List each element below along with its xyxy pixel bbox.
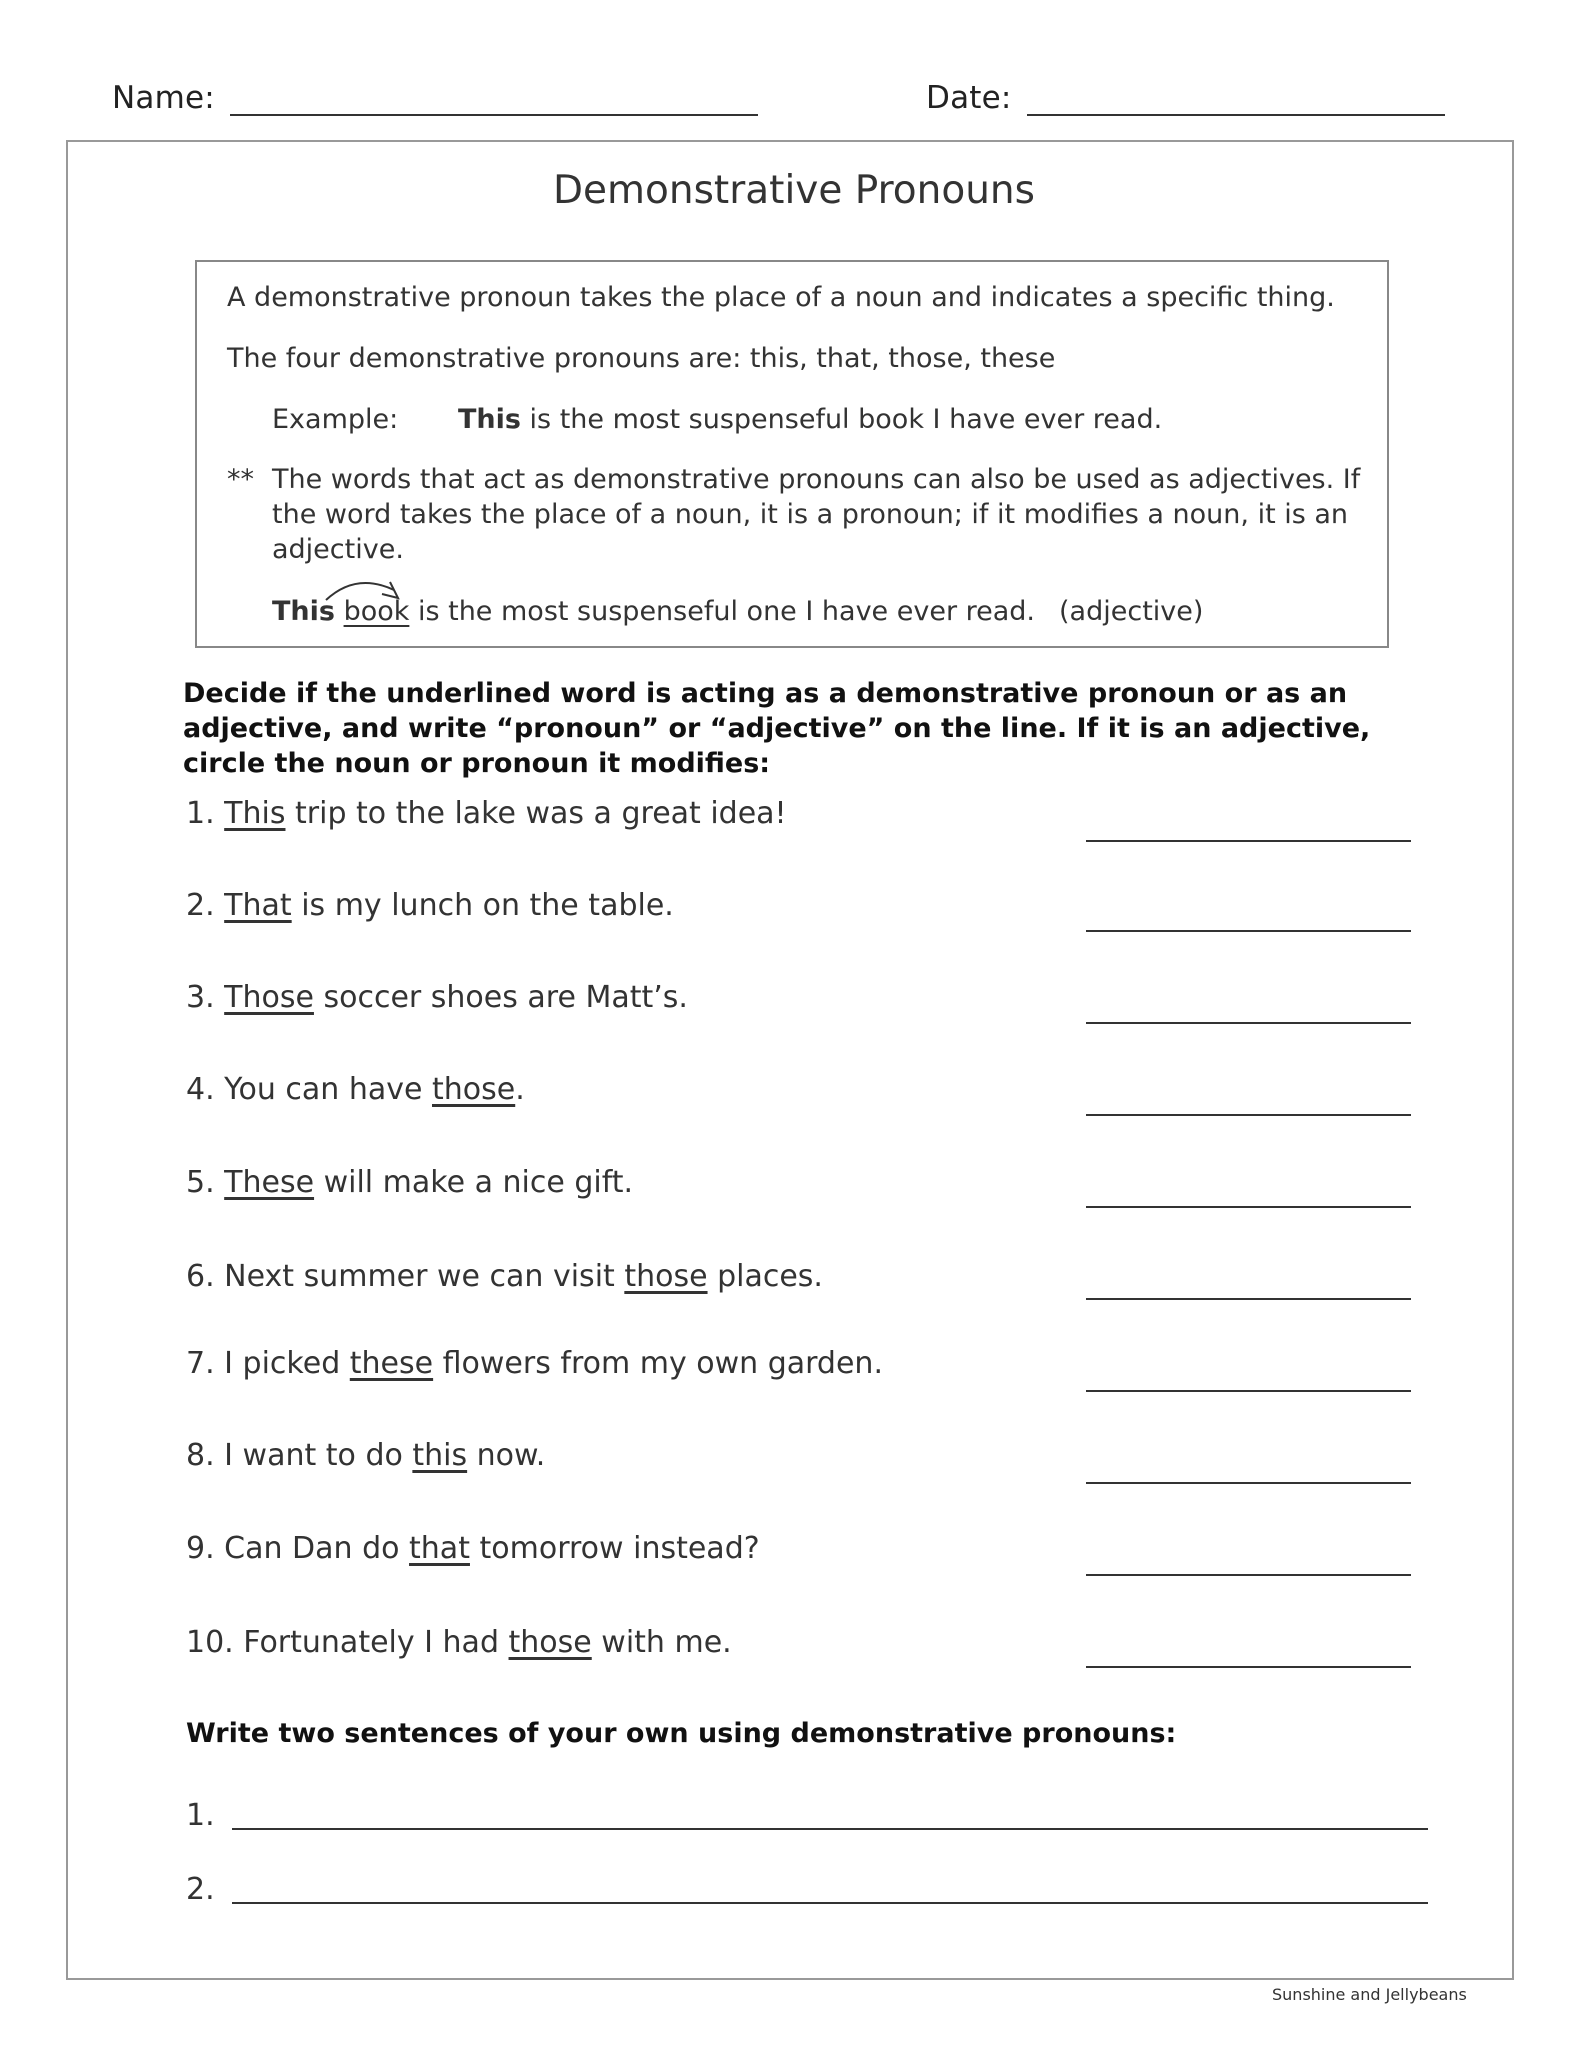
adjective-noun: book [343, 596, 410, 627]
question-4: 4. You can have those. [186, 1072, 525, 1107]
question-5: 5. These will make a nice gift. [186, 1165, 634, 1200]
adjective-tag: (adjective) [1059, 596, 1204, 627]
instructions: Decide if the underlined word is acting as a demonstrative pronoun or as an adjective, and write “pronoun” or “adjective” on the line. If it is an adjective, circle the noun or pronoun it modifies: [183, 678, 1371, 779]
question-9: 9. Can Dan do that tomorrow instead? [186, 1531, 760, 1566]
answer-line-9[interactable] [1086, 1574, 1411, 1576]
question-3: 3. Those soccer shoes are Matt’s. [186, 980, 688, 1015]
answer-line-7[interactable] [1086, 1390, 1411, 1392]
four-pronouns-text: The four demonstrative pronouns are: this, that, those, these [227, 343, 1056, 374]
answer-line-8[interactable] [1086, 1482, 1411, 1484]
answer-line-5[interactable] [1086, 1206, 1411, 1208]
footer-credit: Sunshine and Jellybeans [1272, 1985, 1467, 2004]
adjective-word: This [272, 596, 335, 627]
answer-line-3[interactable] [1086, 1022, 1411, 1024]
name-field[interactable] [230, 114, 758, 116]
answer-line-10[interactable] [1086, 1666, 1411, 1668]
question-2: 2. That is my lunch on the table. [186, 888, 674, 923]
note-marker: ** [227, 464, 254, 495]
adjective-rest: is the most suspenseful one I have ever read. [409, 596, 1036, 627]
underlined-word: this [412, 1438, 468, 1473]
note-text: The words that act as demonstrative pronouns can also be used as adjectives. If the word takes the place of a noun, it is a pronoun; if it modifies a noun, it is an adjective. [272, 464, 1361, 565]
underlined-word: Those [224, 980, 314, 1015]
underlined-word: those [624, 1259, 708, 1294]
example-rest: is the most suspenseful book I have ever read. [520, 404, 1163, 435]
adjective-example [272, 594, 1203, 629]
own-sentence-line-2[interactable] [232, 1902, 1428, 1904]
underlined-word: those [432, 1072, 516, 1107]
page-title: Demonstrative Pronouns [553, 168, 1035, 213]
answer-line-2[interactable] [1086, 930, 1411, 932]
underlined-word: That [224, 888, 292, 923]
date-label: Date: [926, 80, 1012, 116]
own-sentence-number-1: 1. [186, 1798, 215, 1833]
underlined-word: those [508, 1625, 592, 1660]
own-sentences-prompt: Write two sentences of your own using demonstrative pronouns: [186, 1718, 1177, 1749]
question-10: 10. Fortunately I had those with me. [186, 1625, 732, 1660]
question-8: 8. I want to do this now. [186, 1438, 546, 1473]
date-field[interactable] [1027, 114, 1445, 116]
example-sentence [458, 402, 1162, 437]
underlined-word: These [224, 1165, 315, 1200]
question-7: 7. I picked these flowers from my own garden. [186, 1346, 883, 1381]
definition-text: A demonstrative pronoun takes the place of a noun and indicates a specific thing. [227, 282, 1335, 313]
answer-line-4[interactable] [1086, 1114, 1411, 1116]
question-6: 6. Next summer we can visit those places. [186, 1259, 823, 1294]
underlined-word: these [349, 1346, 434, 1381]
example-label: Example: [272, 404, 399, 435]
answer-line-6[interactable] [1086, 1298, 1411, 1300]
answer-line-1[interactable] [1086, 840, 1411, 842]
underlined-word: This [224, 796, 286, 831]
name-label: Name: [112, 80, 215, 116]
own-sentence-line-1[interactable] [232, 1828, 1428, 1830]
example-word: This [458, 404, 521, 435]
question-1: 1. This trip to the lake was a great idea! [186, 796, 787, 831]
own-sentence-number-2: 2. [186, 1872, 215, 1907]
underlined-word: that [409, 1531, 470, 1566]
